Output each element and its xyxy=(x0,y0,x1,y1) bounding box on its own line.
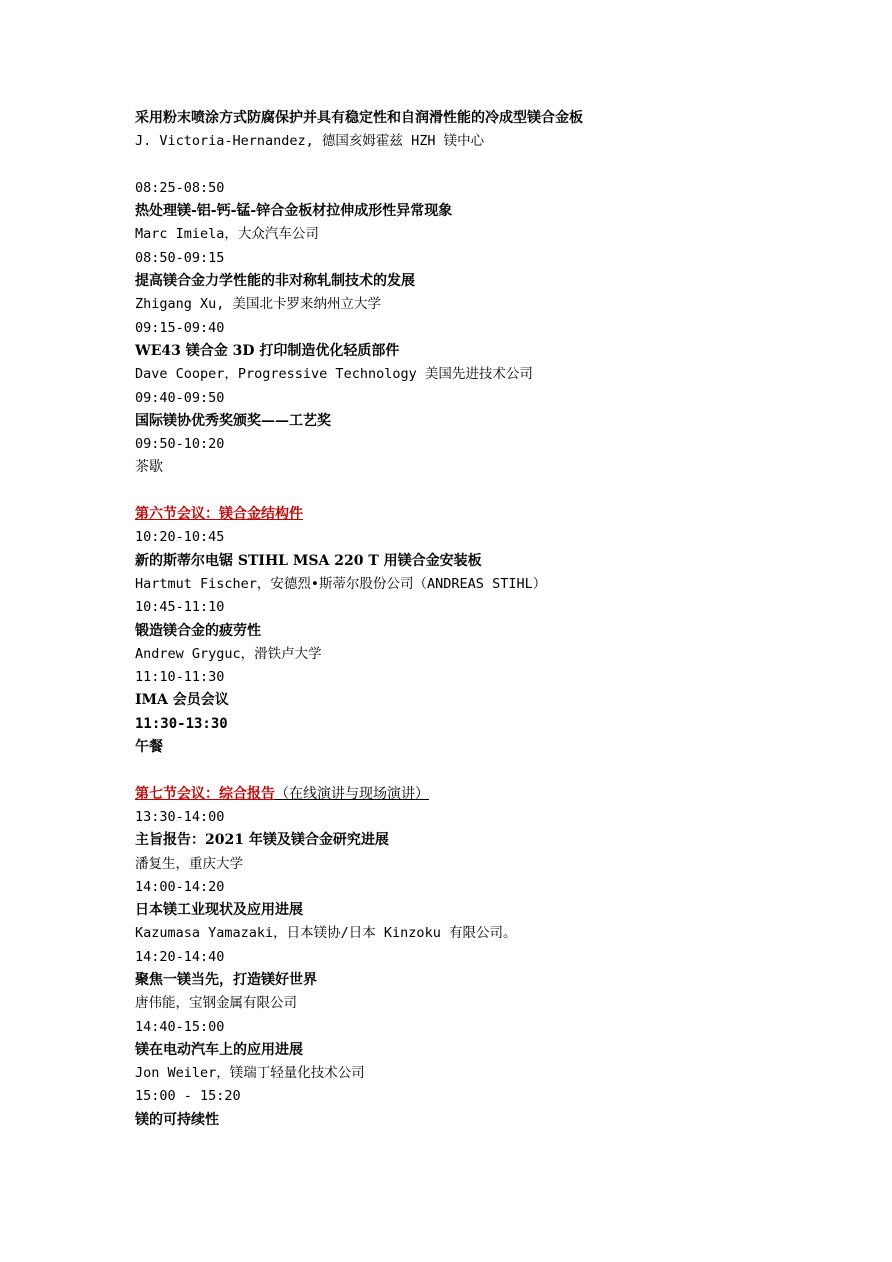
speaker-affiliation: Marc Imiela，大众汽车公司 xyxy=(135,226,319,243)
time-slot: 09:15-09:40 xyxy=(135,319,225,336)
section-title: 第六节会议：镁合金结构件 xyxy=(135,506,303,523)
break-label: 茶歇 xyxy=(135,459,163,476)
time-slot: 08:25-08:50 xyxy=(135,179,225,196)
speaker-affiliation: 潘复生，重庆大学 xyxy=(135,855,243,872)
talk-title: 日本镁工业现状及应用进展 xyxy=(135,902,303,919)
talk-title: 提高镁合金力学性能的非对称轧制技术的发展 xyxy=(135,273,415,290)
talk-title: 午餐 xyxy=(135,739,163,756)
talk-title: 镁在电动汽车上的应用进展 xyxy=(135,1041,303,1058)
speaker-affiliation: Andrew Gryguc，滑铁卢大学 xyxy=(135,645,322,662)
talk-title: 锻造镁合金的疲劳性 xyxy=(135,622,261,639)
talk-title: IMA 会员会议 xyxy=(135,692,229,709)
time-slot: 14:40-15:00 xyxy=(135,1018,225,1035)
talk-title: 新的斯蒂尔电锯 STIHL MSA 220 T 用镁合金安装板 xyxy=(135,552,482,569)
section-note: （在线演讲与现场演讲） xyxy=(275,785,429,802)
talk-title: 聚焦一镁当先，打造镁好世界 xyxy=(135,971,317,988)
time-slot: 15:00 - 15:20 xyxy=(135,1088,241,1105)
time-slot: 11:30-13:30 xyxy=(135,715,228,732)
section-heading xyxy=(135,503,835,526)
section-heading xyxy=(135,783,835,806)
blank-line xyxy=(135,759,835,782)
program-document xyxy=(135,107,835,1132)
time-slot: 11:10-11:30 xyxy=(135,669,225,686)
blank-line xyxy=(135,154,835,177)
time-slot: 09:40-09:50 xyxy=(135,389,225,406)
talk-title: 主旨报告：2021 年镁及镁合金研究进展 xyxy=(135,832,389,849)
speaker-affiliation: Kazumasa Yamazaki，日本镁协/日本 Kinzoku 有限公司。 xyxy=(135,925,517,942)
speaker-affiliation: Hartmut Fischer，安德烈•斯蒂尔股份公司（ANDREAS STIHL） xyxy=(135,575,547,592)
section-title: 第七节会议：综合报告 xyxy=(135,785,275,802)
talk-title: 采用粉末喷涂方式防腐保护并具有稳定性和自润滑性能的冷成型镁合金板 xyxy=(135,110,583,126)
speaker-affiliation: 唐伟能，宝钢金属有限公司 xyxy=(135,995,297,1012)
speaker-affiliation: Dave Cooper，Progressive Technology 美国先进技术公司 xyxy=(135,366,533,383)
talk-title: 热处理镁-铝-钙-锰-锌合金板材拉伸成形性异常现象 xyxy=(135,203,453,220)
time-slot: 14:00-14:20 xyxy=(135,878,225,895)
time-slot: 14:20-14:40 xyxy=(135,948,225,965)
time-slot: 13:30-14:00 xyxy=(135,808,225,825)
speaker-affiliation: J. Victoria-Hernandez, 德国亥姆霍兹 HZH 镁中心 xyxy=(135,133,485,150)
time-slot: 10:45-11:10 xyxy=(135,599,225,616)
time-slot: 08:50-09:15 xyxy=(135,249,225,266)
talk-title: WE43 镁合金 3D 打印制造优化轻质部件 xyxy=(135,342,400,359)
time-slot: 09:50-10:20 xyxy=(135,436,225,453)
blank-line xyxy=(135,480,835,503)
talk-title: 国际镁协优秀奖颁奖——工艺奖 xyxy=(135,412,331,429)
speaker-affiliation: Jon Weiler，镁瑞丁轻量化技术公司 xyxy=(135,1065,365,1082)
talk-title: 镁的可持续性 xyxy=(135,1111,219,1128)
time-slot: 10:20-10:45 xyxy=(135,529,225,546)
speaker-affiliation: Zhigang Xu, 美国北卡罗来纳州立大学 xyxy=(135,296,382,313)
